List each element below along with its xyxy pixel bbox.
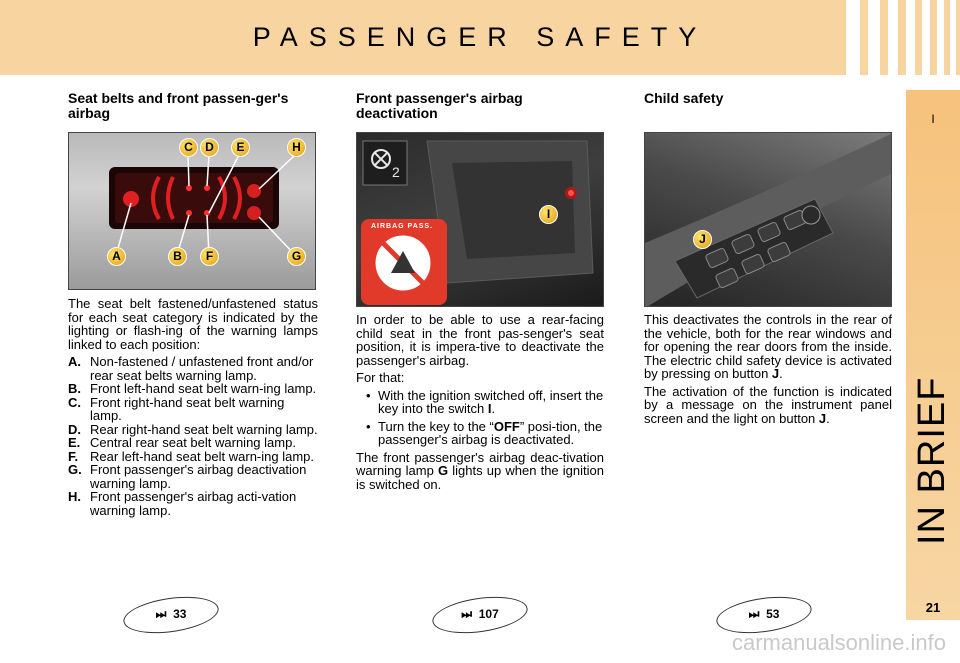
item-key: H. <box>68 489 81 504</box>
item-text: Rear left-hand seat belt warn-ing lamp. <box>90 448 315 464</box>
airbag-text <box>356 313 604 495</box>
ref-number: 33 <box>173 607 187 621</box>
item-key: B. <box>68 381 81 396</box>
forward-icon: ⏭ <box>748 607 760 621</box>
marker-c: C <box>179 138 198 157</box>
watermark: carmanualsonline.info <box>731 630 946 655</box>
item-key: E. <box>68 435 81 450</box>
warning-lamp-item <box>68 423 318 437</box>
item-text: Front passenger's airbag acti-vation warning lamp. <box>90 489 297 518</box>
marker-b: B <box>168 247 187 266</box>
seat-belt-text <box>68 297 318 517</box>
airbag-sticker-text: AIRBAG PASS. <box>371 223 434 230</box>
chapter-number: I <box>931 112 935 126</box>
seat-belt-warning-photo <box>68 132 316 290</box>
child-safety-para-2: The activation of the function is indicated by a message on the instrument panel screen and the light on button J. <box>644 383 892 426</box>
marker-j: J <box>693 230 712 249</box>
airbag-para-3: The front passenger's airbag deac-tivation warning lamp G lights up when the ignition is switched on. <box>356 449 604 492</box>
item-key: G. <box>68 462 82 477</box>
warning-lamp-item <box>68 396 318 423</box>
page-title: PASSENGER SAFETY <box>252 22 708 52</box>
page-number: 21 <box>925 600 941 615</box>
page-ref-53[interactable] <box>716 598 812 632</box>
marker-i: I <box>539 205 558 224</box>
warning-lamp-item <box>68 450 318 464</box>
child-safety-text <box>644 313 892 429</box>
item-text: Non-fastened / unfastened front and/or rear seat belts warning lamp. <box>90 354 314 383</box>
section-title-seat-belts: Seat belts and front passen-ger's airbag <box>68 90 289 121</box>
warning-lamp-item <box>68 382 318 396</box>
warning-lamp-item <box>68 490 318 517</box>
section-title-airbag-deactivation: Front passenger's airbag deactivation <box>356 90 523 121</box>
airbag-para-1: In order to be able to use a rear-facing child seat in the front pas-senger's seat position, it is impera-tive to deactivate the passenger's airbag. <box>356 312 604 368</box>
warning-lamp-item <box>68 463 318 490</box>
warning-lamp-item <box>68 436 318 450</box>
svg-text:2: 2 <box>392 164 400 180</box>
section-title-child-safety: Child safety <box>644 90 724 106</box>
child-safety-para-1: This deactivates the controls in the rear of the vehicle, both for the rear windows and for opening the rear doors from the inside. The electric child safety device is activated by pressing on button J. <box>644 312 892 381</box>
header-band <box>0 0 960 75</box>
airbag-switch-photo <box>356 132 604 307</box>
item-key: C. <box>68 394 81 410</box>
ref-number: 107 <box>478 607 499 621</box>
ref-number: 53 <box>766 607 780 621</box>
forward-icon: ⏭ <box>155 607 167 621</box>
marker-h: H <box>287 138 306 157</box>
item-text: Front right-hand seat belt warning lamp. <box>90 394 285 423</box>
seat-belt-intro: The seat belt fastened/unfastened status for each seat category is indicated by the lighting or flash-ing of the warning lamps linked to each position: <box>68 296 318 352</box>
marker-f: F <box>200 247 219 266</box>
item-text: Central rear seat belt warning lamp. <box>90 435 296 450</box>
item-key: D. <box>68 421 81 437</box>
item-key: F. <box>68 448 79 464</box>
page-ref-107[interactable] <box>432 598 528 632</box>
marker-e: E <box>231 138 250 157</box>
chapter-label: IN BRIEF <box>911 376 953 545</box>
warning-lamp-item <box>68 355 318 382</box>
airbag-para-2: For that: <box>356 370 405 385</box>
forward-icon: ⏭ <box>461 607 473 621</box>
marker-g: G <box>287 247 306 266</box>
item-text: Rear right-hand seat belt warning lamp. <box>90 421 318 437</box>
page-ref-33[interactable] <box>123 598 219 632</box>
item-text: Front passenger's airbag deactivation warning lamp. <box>90 462 307 491</box>
marker-a: A <box>107 247 126 266</box>
item-text: Front left-hand seat belt warn-ing lamp. <box>90 381 317 396</box>
warning-lamp-list <box>68 355 318 517</box>
item-key: A. <box>68 354 81 369</box>
airbag-bullet-1: • With the ignition switched off, insert the key into the switch I. <box>366 387 604 416</box>
airbag-bullet-2: • Turn the key to the “OFF” posi-tion, the passenger's airbag is deactivated. <box>366 418 603 447</box>
chapter-sidebar <box>906 90 960 620</box>
marker-d: D <box>200 138 219 157</box>
window-controls-photo <box>644 132 892 307</box>
